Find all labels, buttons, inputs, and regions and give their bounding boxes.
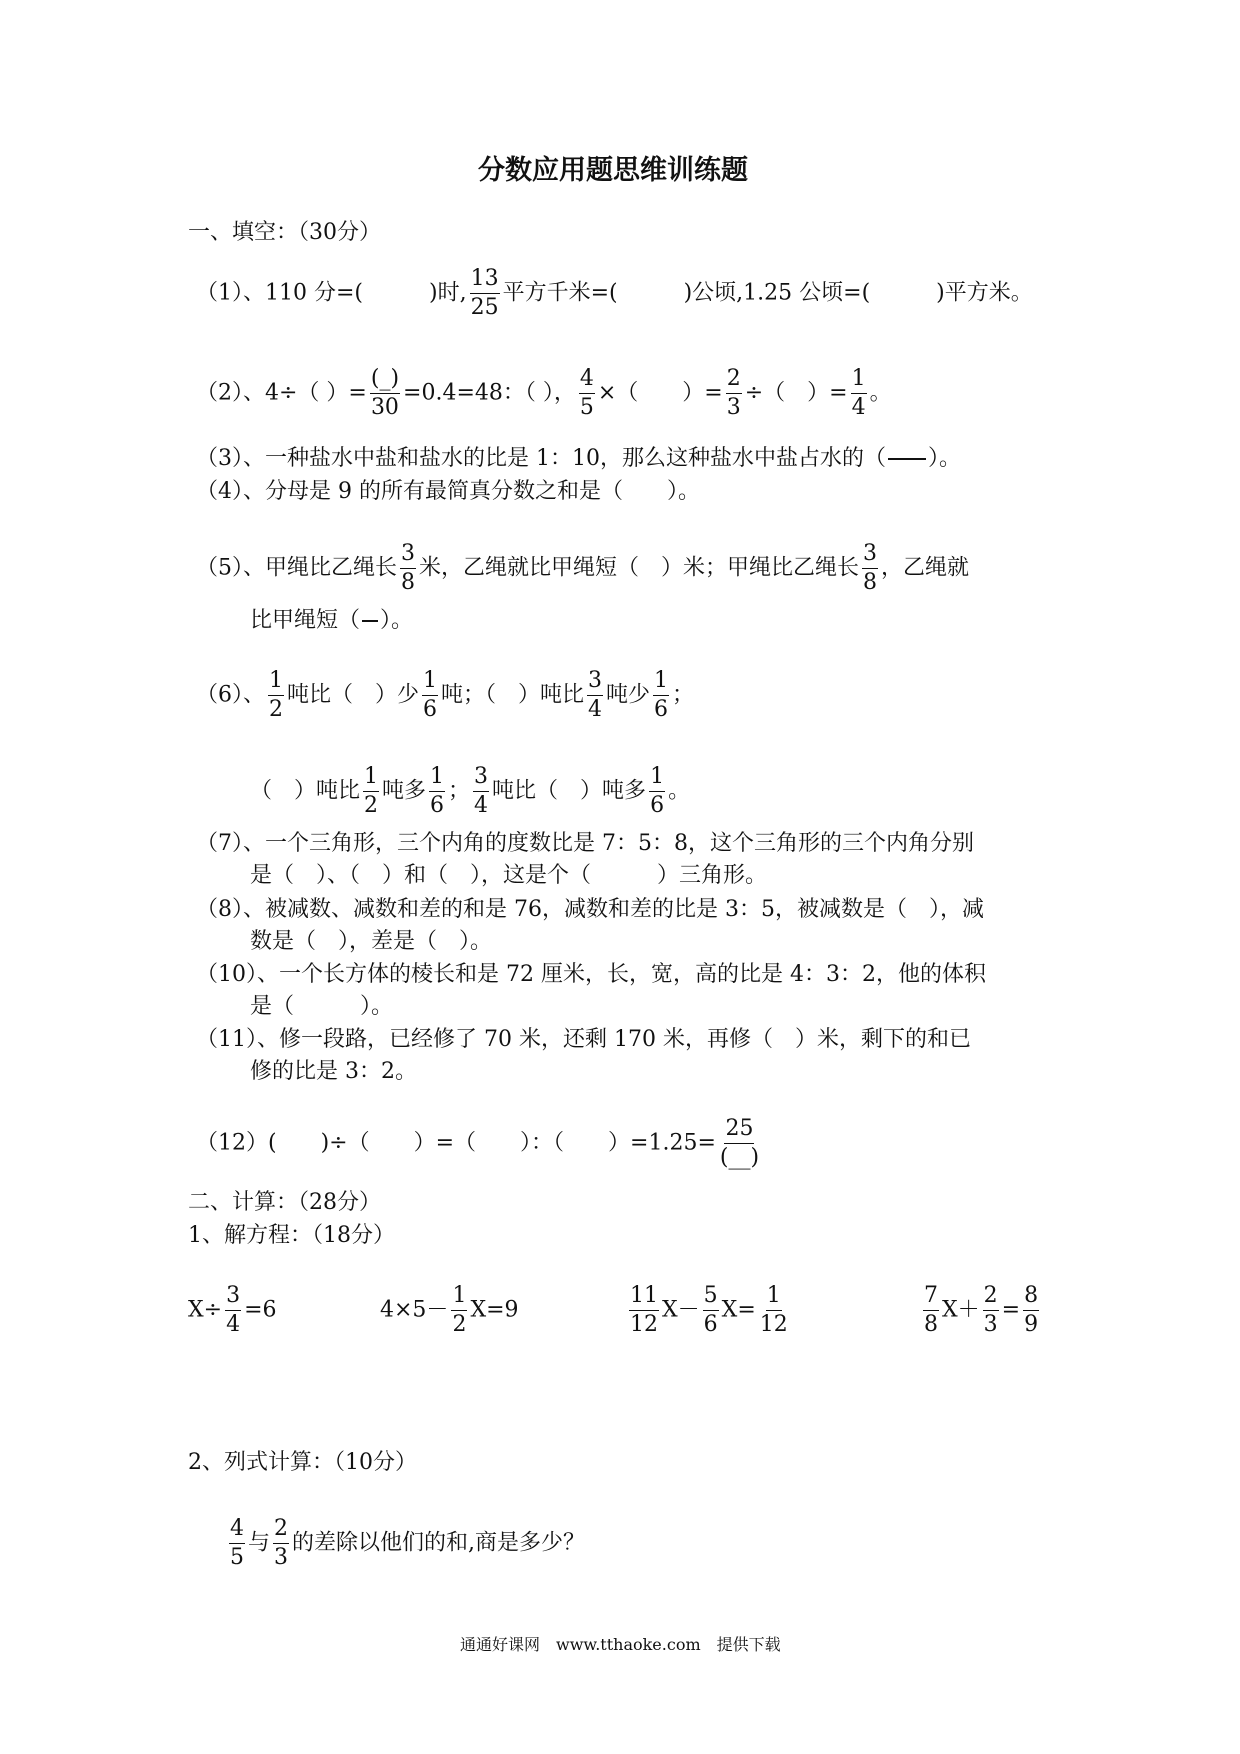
text-segment: 的差除以他们的和,商是多少？ [292, 1530, 586, 1556]
text-segment: 吨比（ ）少 [287, 682, 420, 708]
fraction-denominator: 8 [924, 1312, 938, 1337]
fraction-numerator: 1 [363, 766, 379, 792]
text-segment: （6）、 [196, 682, 265, 708]
question-6 [196, 670, 694, 721]
fraction-denominator: 30 [370, 395, 399, 420]
section-1-heading: 一、填空：（30分） [188, 220, 381, 245]
fraction-numerator: 25 [724, 1118, 754, 1144]
fraction [703, 1285, 719, 1336]
question-7: （7）、一个三角形，三个内角的度数比是 7：5：8，这个三角形的三个内角分别 [196, 831, 974, 856]
question-11: （11）、修一段路，已经修了 70 米，还剩 170 米，再修（ ）米，剩下的和已 [196, 1027, 971, 1052]
fraction-denominator: 5 [230, 1545, 244, 1570]
text-segment: ）。 [380, 608, 414, 633]
fraction [759, 1285, 789, 1336]
fraction-denominator: 12 [630, 1312, 658, 1337]
text-segment: 比甲绳短（ [250, 608, 361, 633]
text-segment: 吨少 [606, 682, 651, 708]
text-segment: （1）、110 分=( )时, [196, 280, 467, 306]
text-segment: 4×5－ [380, 1297, 449, 1323]
text-segment: X－ [662, 1297, 700, 1323]
fraction-denominator: 8 [863, 570, 878, 595]
text-segment: （ ）吨比 [250, 778, 361, 804]
fraction [1023, 1285, 1039, 1336]
fraction-denominator: (__) [719, 1145, 760, 1170]
question-11-cont: 修的比是 3：2。 [250, 1059, 417, 1084]
question-6-cont [250, 766, 690, 817]
equation-3 [626, 1285, 792, 1336]
fraction [649, 766, 665, 817]
section-2-sub1: 1、解方程：（18分） [188, 1223, 395, 1248]
fraction [587, 670, 603, 721]
fraction-numerator: 1 [851, 368, 867, 394]
fraction-denominator: 12 [759, 1312, 788, 1337]
text-segment: 吨比（ ）吨多 [492, 778, 647, 804]
fraction-numerator: 1 [649, 766, 665, 792]
footer-note: 通通好课网 www.tthaoke.com 提供下载 [460, 1635, 781, 1654]
fraction [579, 368, 595, 419]
fraction-denominator: 25 [470, 295, 499, 320]
fraction [429, 766, 445, 817]
question-5 [196, 543, 969, 594]
fraction-numerator: 3 [400, 543, 416, 569]
fraction [470, 268, 500, 319]
fraction-blank [888, 458, 926, 460]
fraction-numerator: 1 [653, 670, 669, 696]
fraction-numerator: 1 [422, 670, 438, 696]
fraction-numerator: 2 [273, 1518, 289, 1544]
fraction-numerator: 1 [429, 766, 445, 792]
fraction [983, 1285, 999, 1336]
text-segment: ×（ ）= [597, 380, 723, 406]
fraction-numerator: 1 [766, 1285, 782, 1311]
fraction-denominator: 3 [983, 1312, 998, 1337]
text-segment: 吨；（ ）吨比 [441, 682, 585, 708]
fraction [451, 1285, 467, 1336]
fraction-numerator: 1 [268, 670, 284, 696]
text-segment: X= [721, 1297, 756, 1323]
fraction [363, 766, 379, 817]
question-10: （10）、一个长方体的棱长和是 72 厘米，长，宽，高的比是 4：3：2，他的体积 [196, 962, 986, 987]
question-12 [196, 1118, 763, 1169]
fraction-denominator: 4 [588, 697, 603, 722]
text-segment: 。 [869, 380, 892, 406]
fraction-denominator: 6 [430, 793, 445, 818]
question-3 [196, 444, 961, 474]
question-4: （4）、分母是 9 的所有最简真分数之和是（ ）。 [196, 479, 700, 504]
fraction [923, 1285, 939, 1336]
fraction [229, 1518, 245, 1569]
text-segment: 。 [668, 778, 691, 804]
fraction-denominator: 5 [579, 395, 594, 420]
fraction-numerator: (_) [370, 368, 400, 394]
question-8: （8）、被减数、减数和差的和是 76，减数和差的比是 3：5，被减数是（ ），减 [196, 897, 984, 922]
page-title: 分数应用题思维训练题 [478, 155, 748, 186]
fraction [653, 670, 669, 721]
fraction [473, 766, 489, 817]
question-8-cont: 数是（ ），差是（ ）。 [250, 929, 493, 954]
fraction [370, 368, 400, 419]
fraction-denominator: 6 [650, 793, 665, 818]
calculation-problem [226, 1518, 585, 1569]
question-2 [196, 368, 892, 419]
fraction-numerator: 3 [473, 766, 489, 792]
equation-2 [380, 1285, 519, 1336]
text-segment: ÷（ ）= [744, 380, 848, 406]
fraction-numerator: 7 [923, 1285, 939, 1311]
fraction-numerator: 4 [579, 368, 595, 394]
fraction [268, 670, 284, 721]
text-segment: （12）( )÷（ ）=（ ）：（ ）=1.25= [196, 1130, 716, 1156]
section-2-heading: 二、计算：（28分） [188, 1190, 381, 1215]
fraction-denominator: 8 [401, 570, 415, 595]
text-segment: ； [448, 778, 471, 804]
fraction-numerator: 13 [470, 268, 500, 294]
fraction-numerator: 2 [983, 1285, 999, 1311]
question-1 [196, 268, 1033, 319]
section-2-sub2: 2、列式计算：（10分） [188, 1450, 417, 1475]
text-segment: = [1001, 1297, 1021, 1323]
fraction-denominator: 2 [452, 1312, 467, 1337]
text-segment: X＋ [942, 1297, 980, 1323]
fraction-numerator: 3 [862, 543, 878, 569]
fraction-denominator: 6 [423, 697, 438, 722]
fraction-denominator: 9 [1024, 1312, 1039, 1337]
text-segment: =6 [244, 1297, 277, 1323]
fraction-numerator: 1 [451, 1285, 467, 1311]
fraction [422, 670, 438, 721]
fraction-denominator: 3 [726, 395, 741, 420]
text-segment: 与 [248, 1530, 271, 1556]
text-segment: （3）、一种盐水中盐和盐水的比是 1：10，那么这种盐水中盐占水的（ [196, 446, 886, 471]
text-segment: 吨多 [382, 778, 427, 804]
fraction [851, 368, 867, 419]
question-5-cont [250, 606, 413, 636]
fraction-numerator: 2 [726, 368, 742, 394]
fraction-denominator: 4 [851, 395, 866, 420]
fraction [719, 1118, 760, 1169]
equation-1 [188, 1285, 277, 1336]
fraction-numerator: 11 [629, 1285, 659, 1311]
text-segment: （2）、4÷（ ）= [196, 380, 367, 406]
text-segment: X÷ [188, 1297, 223, 1323]
fraction-numerator: 3 [225, 1285, 241, 1311]
fraction [726, 368, 742, 419]
text-segment: =0.4=48：（ ）， [403, 380, 576, 406]
text-segment: 平方千米=( )公顷,1.25 公顷=( )平方米。 [502, 280, 1033, 306]
text-segment: ； [672, 682, 695, 708]
fraction [400, 543, 416, 594]
fraction-denominator: 4 [226, 1312, 241, 1337]
fraction-numerator: 8 [1023, 1285, 1039, 1311]
fraction-denominator: 2 [364, 793, 379, 818]
fraction-blank [362, 620, 378, 622]
fraction-numerator: 3 [587, 670, 603, 696]
text-segment: X=9 [470, 1297, 519, 1323]
fraction [629, 1285, 659, 1336]
text-segment: ）。 [927, 446, 961, 471]
text-segment: 米，乙绳就比甲绳短（ ）米；甲绳比乙绳长 [419, 555, 860, 581]
fraction-denominator: 6 [703, 1312, 718, 1337]
question-7-cont: 是（ ）、（ ）和（ ），这是个（ ）三角形。 [250, 863, 768, 888]
text-segment: （5）、甲绳比乙绳长 [196, 555, 397, 581]
fraction-denominator: 6 [654, 697, 669, 722]
fraction [273, 1518, 289, 1569]
fraction-numerator: 4 [229, 1518, 245, 1544]
fraction-denominator: 3 [274, 1545, 289, 1570]
fraction-numerator: 5 [703, 1285, 719, 1311]
fraction-denominator: 2 [269, 697, 283, 722]
fraction [225, 1285, 241, 1336]
fraction [862, 543, 878, 594]
equation-4 [920, 1285, 1042, 1336]
fraction-denominator: 4 [474, 793, 489, 818]
question-10-cont: 是（ ）。 [250, 994, 394, 1019]
text-segment: ，乙绳就 [881, 555, 970, 581]
